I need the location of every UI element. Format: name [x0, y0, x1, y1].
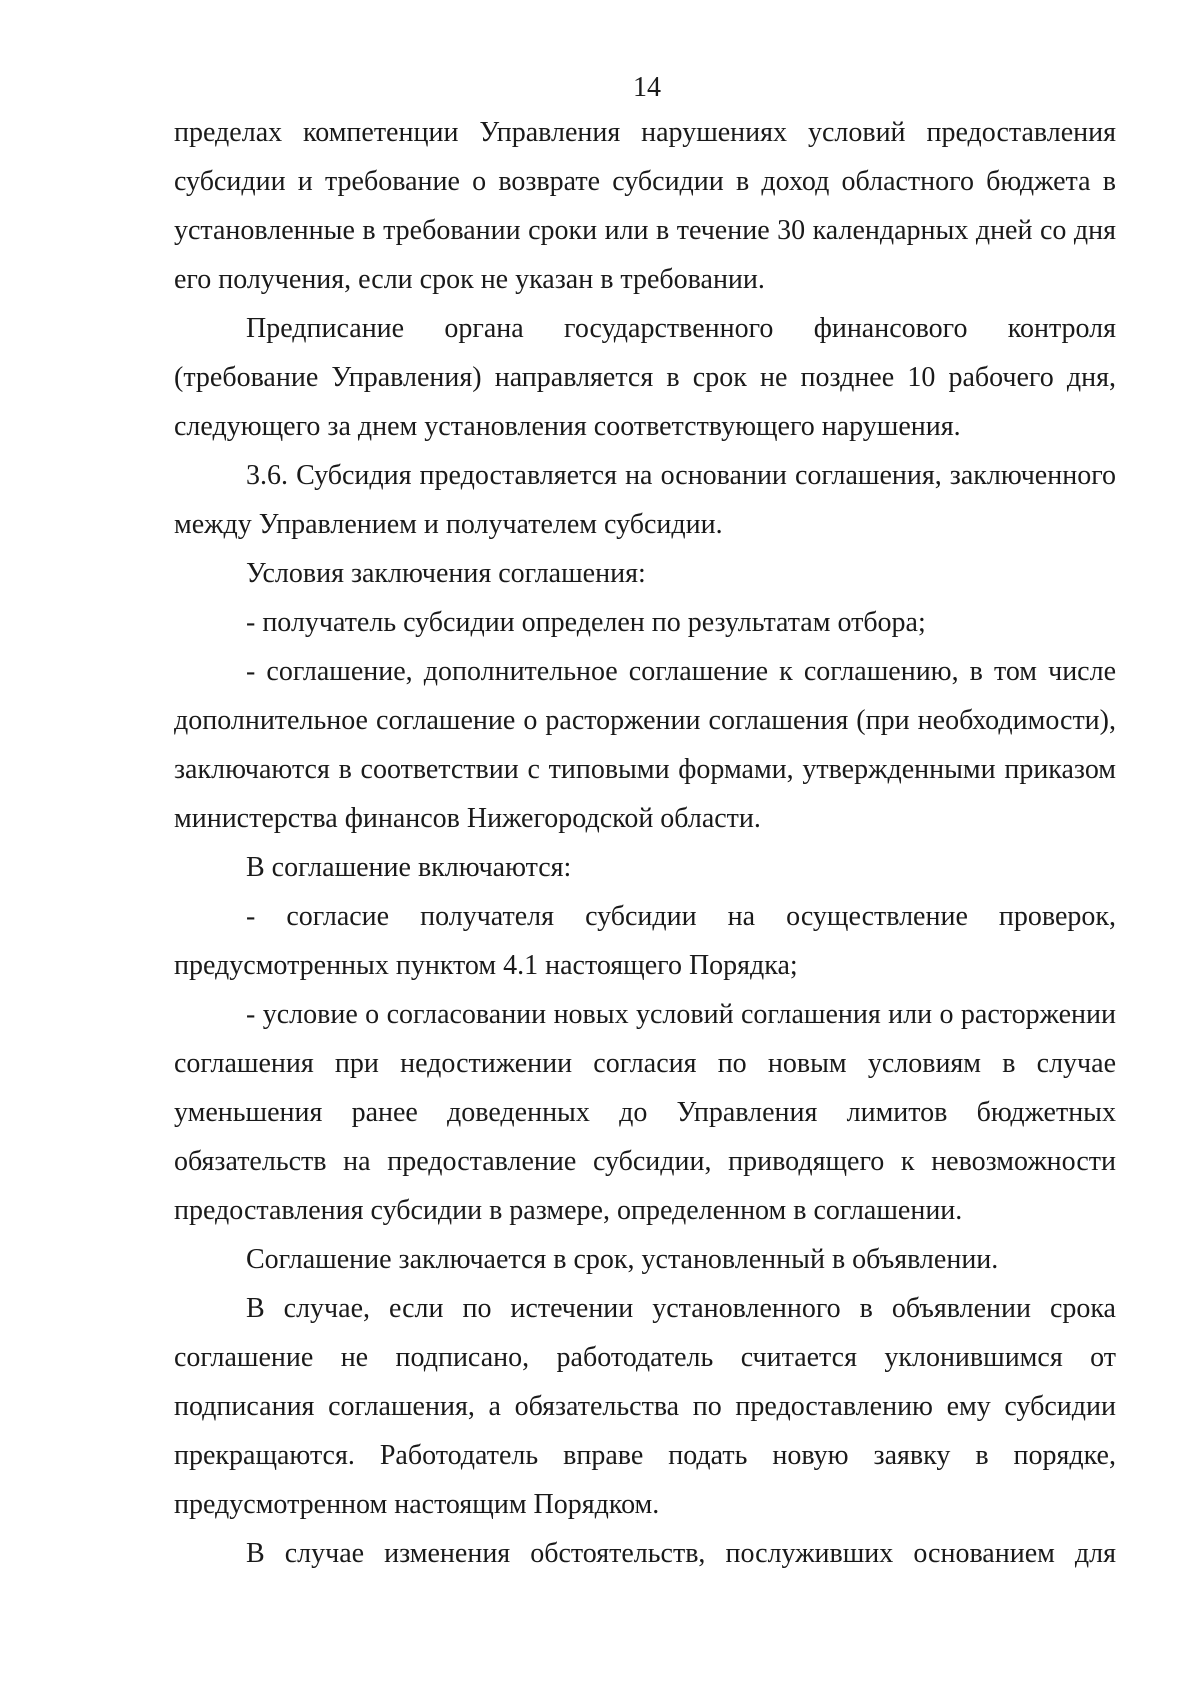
paragraph: Соглашение заключается в срок, установленный в объявлении. [246, 1244, 999, 1275]
page-number: 14 [633, 72, 661, 103]
paragraph: Предписание органа государственного финансового контроля (требование Управления) направляется в срок не позднее 10 рабочего дня, следующего за днем установления соответствующего нарушения. [174, 313, 1116, 442]
list-item: - соглашение, дополнительное соглашение к соглашению, в том числе дополнительное соглашение о расторжении соглашения (при необходимости), заключаются в соответствии с типовыми формами, утвержденными приказом министерства финансов Нижегородской области. [174, 656, 1116, 834]
paragraph: В соглашение включаются: [246, 852, 572, 883]
paragraph: В случае изменения обстоятельств, послуживших основанием для [246, 1538, 1116, 1569]
list-item: - получатель субсидии определен по результатам отбора; [246, 607, 926, 638]
paragraph: В случае, если по истечении установленного в объявлении срока соглашение не подписано, работодатель считается уклонившимся от подписания соглашения, а обязательства по предоставлению ему субсидии прекращаются. Работодатель вправе подать новую заявку в порядке, предусмотренном настоящим Порядком. [174, 1293, 1116, 1520]
paragraph: Условия заключения соглашения: [246, 558, 646, 589]
paragraph: пределах компетенции Управления нарушениях условий предоставления субсидии и требование о возврате субсидии в доход областного бюджета в установленные в требовании сроки или в течение 30 календарных дней со дня его получения, если срок не указан в требовании. [174, 117, 1116, 295]
paragraph: 3.6. Субсидия предоставляется на основании соглашения, заключенного между Управлением и получателем субсидии. [174, 460, 1116, 540]
list-item: - условие о согласовании новых условий соглашения или о расторжении соглашения при недостижении согласия по новым условиям в случае уменьшения ранее доведенных до Управления лимитов бюджетных обязательств на предоставление субсидии, приводящего к невозможности предоставления субсидии в размере, определенном в соглашении. [174, 999, 1116, 1226]
list-item: - согласие получателя субсидии на осуществление проверок, предусмотренных пунктом 4.1 настоящего Порядка; [174, 901, 1116, 981]
document-body [174, 108, 1116, 1578]
